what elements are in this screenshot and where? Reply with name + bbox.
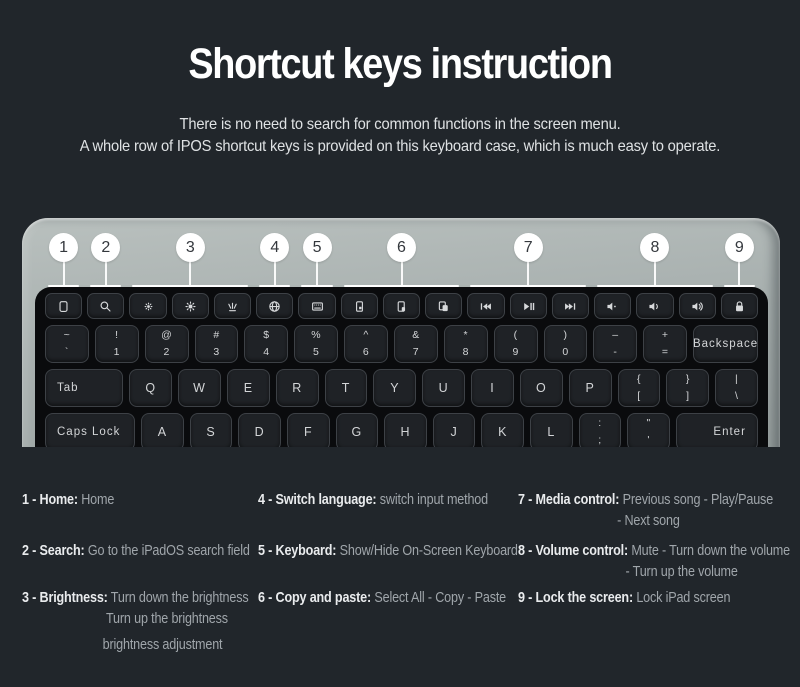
legend-item-extra-line: brightness adjustment bbox=[102, 636, 223, 653]
legend-item-label: 2 - Search: bbox=[22, 542, 85, 559]
key-previous-track bbox=[467, 293, 504, 319]
key-g bbox=[336, 413, 379, 447]
key-label: 6 bbox=[362, 346, 370, 358]
key-label: " bbox=[646, 417, 651, 429]
function-key-row bbox=[45, 293, 758, 319]
callout-circle-2: 2 bbox=[91, 233, 120, 262]
backlight-icon bbox=[225, 299, 240, 314]
key-label: Tab bbox=[57, 382, 79, 394]
legend-item-desc: Go to the iPadOS search field bbox=[84, 542, 250, 559]
key-label: + bbox=[661, 329, 669, 341]
callout-circle-8: 8 bbox=[640, 233, 669, 262]
key-w bbox=[178, 369, 221, 407]
key-volume-up bbox=[679, 293, 716, 319]
legend-item-line bbox=[22, 489, 114, 510]
key-l bbox=[530, 413, 573, 447]
key-label: ` bbox=[64, 346, 69, 358]
legend-item-label: 8 - Volume control: bbox=[518, 542, 628, 559]
key-label: { bbox=[637, 373, 642, 385]
key-label: 9 bbox=[512, 346, 519, 358]
key-label: O bbox=[535, 381, 547, 395]
key-3 bbox=[195, 325, 239, 363]
key-label: G bbox=[351, 425, 363, 439]
key-label: F bbox=[303, 425, 313, 439]
legend-item-1 bbox=[22, 489, 114, 510]
key-8 bbox=[444, 325, 488, 363]
previous-track-icon bbox=[478, 299, 493, 314]
key-backspace bbox=[693, 325, 758, 363]
legend-item-line bbox=[258, 540, 518, 561]
key-2 bbox=[145, 325, 189, 363]
volume-down-icon bbox=[647, 299, 662, 314]
globe-icon bbox=[267, 299, 282, 314]
key-symbol bbox=[618, 369, 661, 407]
legend-item-label: 7 - Media control: bbox=[518, 491, 620, 508]
product-image bbox=[0, 200, 800, 447]
key-q bbox=[129, 369, 172, 407]
legend-item-label: 5 - Keyboard: bbox=[258, 542, 337, 559]
key-symbol bbox=[715, 369, 758, 407]
paste-icon bbox=[436, 299, 451, 314]
key-label: P bbox=[585, 381, 595, 395]
legend-item-desc: Lock iPad screen bbox=[632, 589, 731, 606]
key-symbol bbox=[45, 325, 89, 363]
key-capslock bbox=[45, 413, 135, 447]
key-label: L bbox=[547, 425, 556, 439]
callout-circle-4: 4 bbox=[260, 233, 289, 262]
key-symbol bbox=[666, 369, 709, 407]
legend-item-line bbox=[518, 587, 730, 608]
key-4 bbox=[244, 325, 288, 363]
key-label: = bbox=[661, 346, 669, 358]
key-label: } bbox=[685, 373, 690, 385]
legend-item-6 bbox=[258, 587, 506, 608]
key-label: Q bbox=[145, 381, 157, 395]
key-brightness-up bbox=[172, 293, 209, 319]
key-label: : bbox=[598, 417, 602, 429]
key-1 bbox=[95, 325, 139, 363]
brightness-down-icon bbox=[141, 299, 156, 314]
key-7 bbox=[394, 325, 438, 363]
select-all-icon bbox=[352, 299, 367, 314]
key-label: - bbox=[613, 346, 618, 358]
key-label: T bbox=[341, 381, 351, 395]
legend-item-label: 6 - Copy and paste: bbox=[258, 589, 372, 606]
key-label: 1 bbox=[113, 346, 120, 358]
key-search bbox=[87, 293, 124, 319]
key-select-all bbox=[341, 293, 378, 319]
key-label: Enter bbox=[713, 426, 746, 438]
legend-item-5 bbox=[258, 540, 518, 561]
callout-stem-1 bbox=[63, 261, 65, 286]
key-label: @ bbox=[161, 329, 173, 341]
callout-circle-5: 5 bbox=[303, 233, 332, 262]
key-9 bbox=[494, 325, 538, 363]
key-tab bbox=[45, 369, 123, 407]
subtitle bbox=[32, 114, 768, 158]
key-label: D bbox=[254, 425, 265, 439]
legend-item-4 bbox=[258, 489, 488, 510]
brightness-up-icon bbox=[183, 299, 198, 314]
legend-item-label: 1 - Home: bbox=[22, 491, 78, 508]
key-label: 5 bbox=[313, 346, 320, 358]
subtitle-line-2: A whole row of IPOS shortcut keys is provided on this keyboard case, which is much easy to operate. bbox=[79, 138, 721, 155]
legend-item-8 bbox=[518, 540, 790, 582]
key-label: $ bbox=[263, 329, 270, 341]
key-label: 2 bbox=[163, 346, 170, 358]
key-label: ] bbox=[686, 390, 690, 402]
key-label: A bbox=[157, 425, 168, 439]
callout-stem-2 bbox=[105, 261, 107, 286]
key-label: # bbox=[213, 329, 220, 341]
key-label: K bbox=[498, 425, 508, 439]
key-t bbox=[325, 369, 368, 407]
legend-item-7 bbox=[518, 489, 773, 531]
key-label: Backspace bbox=[692, 338, 759, 350]
callout-stem-5 bbox=[316, 261, 318, 286]
key-0 bbox=[544, 325, 588, 363]
key-a bbox=[141, 413, 184, 447]
key-home bbox=[45, 293, 82, 319]
legend-item-3 bbox=[22, 587, 248, 655]
key-label: ' bbox=[647, 434, 650, 446]
key-label: ~ bbox=[63, 329, 71, 341]
key-e bbox=[227, 369, 270, 407]
key-label: 0 bbox=[562, 346, 569, 358]
callout-stem-9 bbox=[738, 261, 740, 286]
key-label: I bbox=[490, 381, 495, 395]
key-j bbox=[433, 413, 476, 447]
key-h bbox=[384, 413, 427, 447]
legend-item-desc: Mute - Turn down the volume bbox=[627, 542, 790, 559]
key-u bbox=[422, 369, 465, 407]
callout-stem-8 bbox=[654, 261, 656, 286]
caps-key-row bbox=[45, 413, 758, 447]
key-s bbox=[190, 413, 233, 447]
legend-item-label: 3 - Brightness: bbox=[22, 589, 108, 606]
legend-item-line bbox=[22, 587, 248, 608]
legend-item-desc: Home bbox=[77, 491, 115, 508]
key-label: ^ bbox=[363, 329, 369, 341]
key-label: E bbox=[243, 381, 254, 395]
legend-item-desc: Previous song - Play/Pause bbox=[619, 491, 774, 508]
key-label: ( bbox=[513, 329, 518, 341]
key-r bbox=[276, 369, 319, 407]
page-title: Shortcut keys instruction bbox=[188, 40, 612, 88]
callout-circle-9: 9 bbox=[725, 233, 754, 262]
key-mute bbox=[594, 293, 631, 319]
key-d bbox=[238, 413, 281, 447]
key-i bbox=[471, 369, 514, 407]
legend-item-label: 9 - Lock the screen: bbox=[518, 589, 633, 606]
legend-item-line bbox=[518, 540, 790, 561]
key-p bbox=[569, 369, 612, 407]
callout-stem-4 bbox=[274, 261, 276, 286]
legend-item-extra-line: - Next song bbox=[617, 512, 680, 529]
key-label: ! bbox=[115, 329, 119, 341]
callout-circle-1: 1 bbox=[49, 233, 78, 262]
key-symbol bbox=[643, 325, 687, 363]
key-label: ; bbox=[598, 434, 602, 446]
key-label: | bbox=[735, 373, 739, 385]
subtitle-line-1: There is no need to search for common functions in the screen menu. bbox=[179, 116, 621, 133]
legend-item-line bbox=[22, 540, 250, 561]
key-volume-down bbox=[636, 293, 673, 319]
callout-circle-3: 3 bbox=[176, 233, 205, 262]
legend-item-desc: Show/Hide On-Screen Keyboard bbox=[336, 542, 518, 559]
tab-key-row bbox=[45, 369, 758, 407]
legend-item-desc: Turn down the brightness bbox=[107, 589, 249, 606]
search-icon bbox=[98, 299, 113, 314]
legend-item-9 bbox=[518, 587, 730, 608]
key-next-track bbox=[552, 293, 589, 319]
key-label: & bbox=[412, 329, 420, 341]
key-label: 8 bbox=[462, 346, 469, 358]
key-label: W bbox=[193, 381, 206, 395]
mute-icon bbox=[605, 299, 620, 314]
copy-icon bbox=[394, 299, 409, 314]
key-label: J bbox=[450, 425, 458, 439]
key-k bbox=[481, 413, 524, 447]
key-5 bbox=[294, 325, 338, 363]
key-y bbox=[373, 369, 416, 407]
key-enter bbox=[676, 413, 758, 447]
key-brightness-down bbox=[129, 293, 166, 319]
key-6 bbox=[344, 325, 388, 363]
key-play-pause bbox=[510, 293, 547, 319]
key-symbol bbox=[579, 413, 622, 447]
key-backlight bbox=[214, 293, 251, 319]
legend-item-extra-line: Turn up the brightness bbox=[106, 610, 228, 627]
key-label: 7 bbox=[412, 346, 420, 358]
key-symbol bbox=[627, 413, 670, 447]
key-label: H bbox=[400, 425, 411, 439]
key-label: 3 bbox=[213, 346, 220, 358]
play-pause-icon bbox=[521, 299, 536, 314]
lock-icon bbox=[732, 299, 747, 314]
legend-item-extra-line: - Turn up the volume bbox=[625, 563, 738, 580]
key-label: 4 bbox=[263, 346, 270, 358]
callout-stem-7 bbox=[527, 261, 529, 286]
volume-up-icon bbox=[690, 299, 705, 314]
legend-item-label: 4 - Switch language: bbox=[258, 491, 377, 508]
legend-item-line bbox=[258, 489, 488, 510]
key-lock bbox=[721, 293, 758, 319]
key-paste bbox=[425, 293, 462, 319]
legend-item-desc: switch input method bbox=[376, 491, 488, 508]
key-label: – bbox=[612, 329, 619, 341]
key-symbol bbox=[593, 325, 637, 363]
key-label: [ bbox=[637, 390, 641, 402]
key-label: Caps Lock bbox=[57, 426, 121, 438]
callout-circle-6: 6 bbox=[387, 233, 416, 262]
key-label: R bbox=[292, 381, 303, 395]
legend-item-2 bbox=[22, 540, 250, 561]
legend-item-line bbox=[518, 489, 773, 510]
keyboard bbox=[35, 287, 768, 447]
next-track-icon bbox=[563, 299, 578, 314]
key-label: % bbox=[311, 329, 322, 341]
key-copy bbox=[383, 293, 420, 319]
key-onscreen-keyboard bbox=[298, 293, 335, 319]
key-label: S bbox=[206, 425, 216, 439]
key-globe bbox=[256, 293, 293, 319]
key-f bbox=[287, 413, 330, 447]
key-label: Y bbox=[390, 381, 400, 395]
onscreen-keyboard-icon bbox=[310, 299, 325, 314]
callout-stem-3 bbox=[189, 261, 191, 286]
callout-circle-7: 7 bbox=[514, 233, 543, 262]
key-label: * bbox=[463, 329, 469, 341]
home-icon bbox=[56, 299, 71, 314]
legend-item-line bbox=[258, 587, 506, 608]
key-o bbox=[520, 369, 563, 407]
key-label: \ bbox=[734, 390, 739, 402]
legend-item-desc: Select All - Copy - Paste bbox=[371, 589, 507, 606]
key-label: ) bbox=[563, 329, 568, 341]
number-key-row bbox=[45, 325, 758, 363]
callout-stem-6 bbox=[401, 261, 403, 286]
key-label: U bbox=[438, 381, 449, 395]
